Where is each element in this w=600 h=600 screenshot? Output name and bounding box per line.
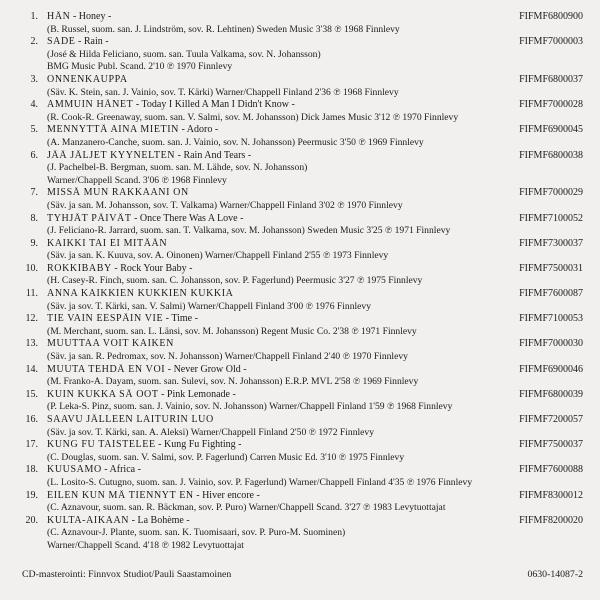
track-credit: (C. Aznavour-J. Plante, suom. san. K. Tuomisaari, sov. P. Puro-M. Suominen): [47, 527, 346, 539]
track-title-line: [0, 414, 600, 427]
track-number: 15.: [25, 388, 38, 400]
track-credit-line: [0, 376, 600, 389]
track-entry: [0, 263, 600, 288]
track-credit: Warner/Chappell Scand. 3'06 ℗ 1968 Finnlevy: [47, 174, 227, 186]
track-number: 13.: [25, 338, 38, 350]
track-title-block: [47, 213, 474, 226]
track-number: 1.: [30, 11, 38, 22]
track-title-line: [0, 213, 600, 226]
track-title: SADE: [47, 36, 76, 48]
isrc-code: FIFMF7300037: [519, 237, 583, 249]
track-title-block: [47, 389, 474, 402]
isrc-code: FIFMF6900046: [519, 363, 583, 375]
track-title-block: [47, 338, 474, 351]
track-title: EILEN KUN MÄ TIENNYT EN: [47, 489, 194, 501]
track-number: 19.: [25, 489, 38, 501]
track-title-block: [47, 439, 474, 452]
track-title-line: [0, 11, 600, 24]
track-credit-line: [0, 24, 600, 37]
isrc-code: FIFMF7500031: [519, 262, 583, 274]
track-title-block: [47, 124, 474, 137]
track-number: 7.: [30, 187, 38, 199]
isrc-code: FIFMF7000028: [519, 99, 583, 111]
track-original-title: - Rain -: [78, 36, 109, 48]
track-title: KUUSAMO: [47, 464, 102, 476]
catalog-number: 0630-14087-2: [527, 569, 583, 580]
track-title-line: [0, 74, 600, 87]
track-original-title: - Honey -: [72, 11, 112, 22]
track-title-block: [47, 263, 474, 276]
isrc-code: FIFMF6800038: [519, 149, 583, 161]
track-title: ONNENKAUPPA: [47, 73, 128, 85]
track-credit-line: [0, 401, 600, 414]
isrc-code: FIFMF7500037: [519, 439, 583, 451]
track-original-title: - Today I Killed A Man I Didn't Know -: [135, 99, 295, 111]
track-credit-line: [0, 49, 600, 62]
track-title-block: [47, 464, 474, 477]
track-number: 17.: [25, 439, 38, 451]
track-credit: (C. Douglas, suom. san. V. Salmi, sov. P. Fagerlund) Carren Music Ed. 3'10 ℗ 1975 Finnlevy: [47, 451, 405, 463]
isrc-code: FIFMF8200020: [519, 514, 583, 526]
track-title-line: [0, 515, 600, 528]
track-credit: (C. Aznavour, suom. san. R. Bäckman, sov. P. Puro) Warner/Chappell Scand. 3'27 ℗ 1983 Levytuottajat: [47, 502, 446, 514]
track-title: KULTA-AIKAAN: [47, 514, 130, 526]
track-title-block: [47, 414, 474, 427]
track-credit: (José & Hilda Feliciano, suom. san. Tuula Valkama, sov. N. Johansson): [47, 48, 321, 60]
track-title: MENNYTTÄ AINA MIETIN: [47, 124, 179, 136]
track-entry: [0, 364, 600, 389]
track-credit: (Säv. ja san. M. Johansson, sov. T. Valkama) Warner/Chappell Finland 3'02 ℗ 1970 Finnlevy: [47, 199, 403, 211]
track-entry: [0, 515, 600, 553]
mastering-credit: CD-masterointi: Finnvox Studiot/Pauli Saastamoinen: [22, 569, 232, 580]
track-credit-line: [0, 452, 600, 465]
track-number: 4.: [30, 99, 38, 111]
track-credit-line: [0, 540, 600, 553]
isrc-code: FIFMF7600088: [519, 464, 583, 476]
track-title-line: [0, 263, 600, 276]
track-title: HÄN: [47, 11, 71, 22]
track-entry: [0, 11, 600, 36]
track-credit-line: [0, 61, 600, 74]
track-title: MUUTTAA VOIT KAIKEN: [47, 338, 174, 350]
track-title: KUNG FU TAISTELEE: [47, 439, 156, 451]
track-title: MISSÄ MUN RAKKAANI ON: [47, 187, 189, 199]
track-number: 20.: [25, 514, 38, 526]
track-original-title: - Rock Your Baby -: [114, 262, 193, 274]
track-credit: (B. Russel, suom. san. J. Lindström, sov. R. Lehtinen) Sweden Music 3'38 ℗ 1968 Finnlevy: [47, 23, 400, 35]
track-entry: [0, 288, 600, 313]
track-title-line: [0, 313, 600, 326]
track-credit: (Säv. ja san. R. Pedromax, sov. N. Johansson) Warner/Chappell Finland 2'40 ℗ 1970 Finnlevy: [47, 351, 408, 363]
track-title-line: [0, 238, 600, 251]
track-credit-line: [0, 87, 600, 100]
track-credit: (J. Feliciano-R. Jarrard, suom. san. T. Valkama, sov. M. Johansson) Sweden Music 3'25 ℗ 1971 Finnlevy: [47, 225, 451, 237]
track-title-line: [0, 36, 600, 49]
track-credit-line: [0, 162, 600, 175]
track-credit-line: [0, 351, 600, 364]
track-entry: [0, 213, 600, 238]
track-credit-line: [0, 502, 600, 515]
track-number: 6.: [30, 149, 38, 161]
track-credit-line: [0, 137, 600, 150]
track-title-line: [0, 490, 600, 503]
track-credit-line: [0, 301, 600, 314]
track-original-title: - Hiver encore -: [196, 489, 260, 501]
track-title-line: [0, 338, 600, 351]
track-entry: [0, 414, 600, 439]
track-entry: [0, 338, 600, 363]
track-title: AMMUIN HÄNET: [47, 99, 134, 111]
track-title-block: [47, 187, 474, 200]
track-title-block: [47, 150, 474, 163]
track-credit-line: [0, 175, 600, 188]
track-credit: (Säv. K. Stein, san. J. Vainio, sov. T. Kärki) Warner/Chappell Finland 2'36 ℗ 1968 Finnlevy: [47, 86, 399, 98]
track-credit-line: [0, 112, 600, 125]
track-title: KUIN KUKKA SÄ OOT: [47, 388, 159, 400]
track-title-line: [0, 187, 600, 200]
track-credit: (L. Losito-S. Cutugno, suom. san. J. Vainio, sov. P. Fagerlund) Warner/Chappell Finland 4'35 ℗ 1976 Finnlevy: [47, 476, 473, 488]
track-entry: [0, 150, 600, 188]
track-credit-line: [0, 527, 600, 540]
track-entry: [0, 238, 600, 263]
track-number: 5.: [30, 124, 38, 136]
track-title-block: [47, 364, 474, 377]
track-title-block: [47, 490, 474, 503]
track-credit: (M. Merchant, suom. san. L. Länsi, sov. M. Johansson) Regent Music Co. 2'38 ℗ 1971 Finnlevy: [47, 325, 417, 337]
track-credit-line: [0, 477, 600, 490]
track-entry: [0, 439, 600, 464]
track-number: 14.: [25, 363, 38, 375]
isrc-code: FIFMF7000029: [519, 187, 583, 199]
track-number: 16.: [25, 414, 38, 425]
track-credit: (A. Manzanero-Canche, suom. san. J. Vainio, sov. N. Johansson) Peermusic 3'50 ℗ 1969 Finnlevy: [47, 136, 424, 148]
track-title: SAAVU JÄLLEEN LAITURIN LUO: [47, 414, 214, 425]
track-title-block: [47, 515, 474, 528]
isrc-code: FIFMF8300012: [519, 489, 583, 501]
track-credit: (J. Pachelbel-B. Bergman, suom. san. M. Lähde, sov. N. Johansson): [47, 162, 308, 174]
isrc-code: FIFMF7200057: [519, 414, 583, 425]
track-title-block: [47, 74, 474, 87]
track-credit-line: [0, 427, 600, 440]
track-title-line: [0, 124, 600, 137]
isrc-code: FIFMF7000003: [519, 36, 583, 48]
track-original-title: - Time -: [165, 313, 198, 325]
track-title-block: [47, 313, 474, 326]
track-entry: [0, 389, 600, 414]
track-title-line: [0, 439, 600, 452]
isrc-code: FIFMF6800037: [519, 73, 583, 85]
isrc-code: FIFMF6900045: [519, 124, 583, 136]
track-entry: [0, 464, 600, 489]
track-list: [0, 11, 600, 553]
track-credit: (M. Franko-A. Dayam, suom. san. Sulevi, sov. N. Johansson) E.R.P. MVL 2'58 ℗ 1969 Finnlevy: [47, 376, 419, 388]
track-credit: (H. Casey-R. Finch, suom. san. C. Johansson, sov. P. Fagerlund) Peermusic 3'27 ℗ 1975 Finnlevy: [47, 275, 423, 287]
track-credit: (R. Cook-R. Greenaway, suom. san. V. Salmi, sov. M. Johansson) Dick James Music 3'12 ℗ 1970 Finnlevy: [47, 111, 459, 123]
track-title-block: [47, 288, 474, 301]
track-title: ANNA KAIKKIEN KUKKIEN KUKKIA: [47, 288, 234, 300]
track-original-title: - Kung Fu Fighting -: [158, 439, 242, 451]
track-original-title: - Adoro -: [181, 124, 219, 136]
track-credit: BMG Music Publ. Scand. 2'10 ℗ 1970 Finnlevy: [47, 61, 233, 73]
track-title: TYHJÄT PÄIVÄT: [47, 212, 132, 224]
isrc-code: FIFMF6800900: [519, 11, 583, 22]
isrc-code: FIFMF7100053: [519, 313, 583, 325]
track-title: ROKKIBABY: [47, 262, 112, 274]
track-entry: [0, 124, 600, 149]
footer: [22, 569, 583, 583]
track-credit: Warner/Chappell Scand. 4'18 ℗ 1982 Levytuottajat: [47, 539, 244, 551]
track-credit-line: [0, 200, 600, 213]
track-original-title: - Never Grow Old -: [167, 363, 247, 375]
track-entry: [0, 36, 600, 74]
track-entry: [0, 187, 600, 212]
isrc-code: FIFMF7000030: [519, 338, 583, 350]
track-number: 12.: [25, 313, 38, 325]
track-original-title: - Pink Lemonade -: [161, 388, 236, 400]
track-original-title: - Once There Was A Love -: [134, 212, 244, 224]
track-credit-line: [0, 326, 600, 339]
track-title-line: [0, 99, 600, 112]
track-entry: [0, 313, 600, 338]
track-original-title: - Africa -: [104, 464, 141, 476]
track-number: 2.: [30, 36, 38, 48]
track-title-line: [0, 288, 600, 301]
track-number: 3.: [30, 73, 38, 85]
track-entry: [0, 99, 600, 124]
track-number: 8.: [30, 212, 38, 224]
track-credit-line: [0, 225, 600, 238]
track-title: TIE VAIN EESPÄIN VIE: [47, 313, 164, 325]
track-credit-line: [0, 250, 600, 263]
track-title: MUUTA TEHDÄ EN VOI: [47, 363, 166, 375]
track-title-block: [47, 238, 474, 251]
track-credit: (P. Leka-S. Pinz, suom. san. J. Vainio, sov. N. Johansson) Warner/Chappell Finland 1'59 ℗ 1968 Finnlevy: [47, 401, 453, 413]
track-number: 9.: [30, 237, 38, 249]
track-title-line: [0, 389, 600, 402]
track-title-block: [47, 36, 474, 49]
track-number: 18.: [25, 464, 38, 476]
track-title-line: [0, 150, 600, 163]
track-number: 10.: [25, 262, 38, 274]
isrc-code: FIFMF7100052: [519, 212, 583, 224]
track-title-line: [0, 364, 600, 377]
track-title: KAIKKI TAI EI MITÄÄN: [47, 237, 168, 249]
track-entry: [0, 490, 600, 515]
track-original-title: - La Bohème -: [131, 514, 190, 526]
track-title-block: [47, 99, 474, 112]
track-credit: (Säv. ja sov. T. Kärki, san. V. Salmi) Warner/Chappell Finland 3'00 ℗ 1976 Finnlevy: [47, 300, 372, 312]
track-number: 11.: [25, 288, 38, 300]
track-credit: (Säv. ja san. K. Kuuva, sov. A. Oinonen) Warner/Chappell Finland 2'55 ℗ 1973 Finnlevy: [47, 250, 389, 262]
isrc-code: FIFMF7600087: [519, 288, 583, 300]
isrc-code: FIFMF6800039: [519, 388, 583, 400]
track-title: JÄÄ JÄLJET KYYNELTEN: [47, 149, 176, 161]
track-entry: [0, 74, 600, 99]
track-original-title: - Rain And Tears -: [177, 149, 252, 161]
track-title-block: [47, 11, 474, 24]
track-credit: (Säv. ja sov. T. Kärki, san. A. Aleksi) Warner/Chappell Finland 2'50 ℗ 1972 Finnlevy: [47, 426, 375, 438]
track-credit-line: [0, 275, 600, 288]
track-title-line: [0, 464, 600, 477]
